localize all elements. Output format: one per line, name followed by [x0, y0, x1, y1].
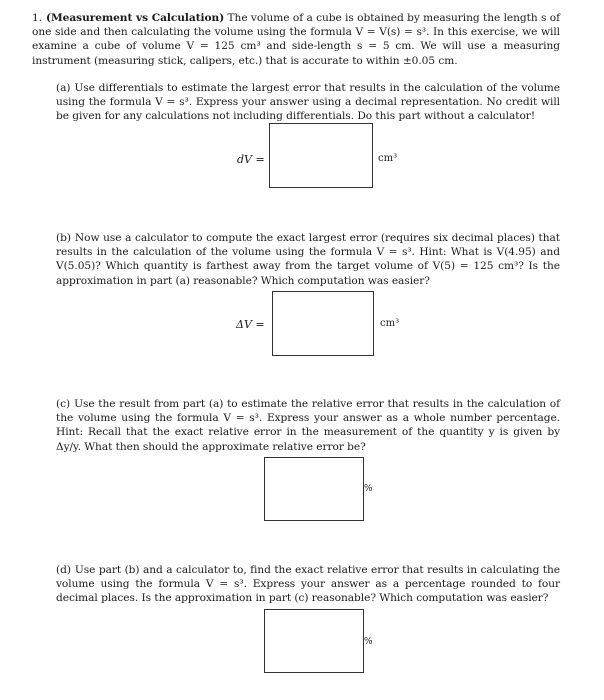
part-d-answer-unit: % [364, 637, 373, 647]
part-c-text: Use the result from part (a) to estimate the relative error that results in the calculation of the volume using the formula V = s³. Express your answer as a whole number percentage. Hint: Recall that the exact relative error in the measurement of the quantity y is given by Δy/y. What then should the approximate relative error be? [56, 398, 560, 453]
part-b-mark: (b) [56, 232, 71, 244]
problem-intro-text: The volume of a cube is obtained by measuring the length s of one side and then calculating the volume using the formula V = V(s) = s³. In this exercise, we will examine a cube of volume V = 125 cm³ and side-length s = 5 cm. We will use a measuring instrument (measuring stick, calipers, etc.) that is accurate to within ±0.05 cm. [32, 12, 560, 67]
part-b-answer-unit: cm³ [380, 318, 400, 329]
problem-title: (Measurement vs Calculation) [46, 12, 225, 24]
part-a-answer-unit: cm³ [378, 153, 398, 164]
problem-number: 1. [32, 12, 43, 24]
part-c-answer-box[interactable] [264, 457, 364, 521]
part-a-text: Use differentials to estimate the largest error that results in the calculation of the volume using the formula V = s³. Express your answer using a decimal representation. No credit will be given for any calculations not including differentials. Do this part without a calculator! [56, 82, 560, 123]
part-d-question [56, 563, 560, 606]
part-d-answer-box[interactable] [264, 609, 364, 673]
problem-intro [32, 11, 560, 68]
part-c-mark: (c) [56, 398, 71, 410]
part-b-question [56, 231, 560, 288]
part-b-answer-label: ΔV = [236, 318, 265, 331]
part-d-mark: (d) [56, 564, 71, 576]
part-a-answer-box[interactable] [269, 123, 373, 188]
part-b-text: Now use a calculator to compute the exact largest error (requires six decimal places) that results in the calculation of the volume using the formula V = s³. Hint: What is V(4.95) and V(5.05)? Which quantity is farthest away from the target volume of V(5) = 125 cm³? Is the approximation in part (a) reasonable? Which computation was easier? [56, 232, 560, 287]
part-a-mark: (a) [56, 82, 71, 94]
part-c-question [56, 397, 560, 454]
part-b-answer-box[interactable] [272, 291, 374, 356]
part-d-text: Use part (b) and a calculator to, find the exact relative error that results in calculating the volume using the formula V = s³. Express your answer as a percentage rounded to four decimal places. Is the approximation in part (c) reasonable? Which computation was easier? [56, 564, 560, 605]
part-a-answer-label: dV = [237, 153, 265, 166]
part-c-answer-unit: % [364, 484, 373, 494]
part-a-question [56, 81, 560, 124]
